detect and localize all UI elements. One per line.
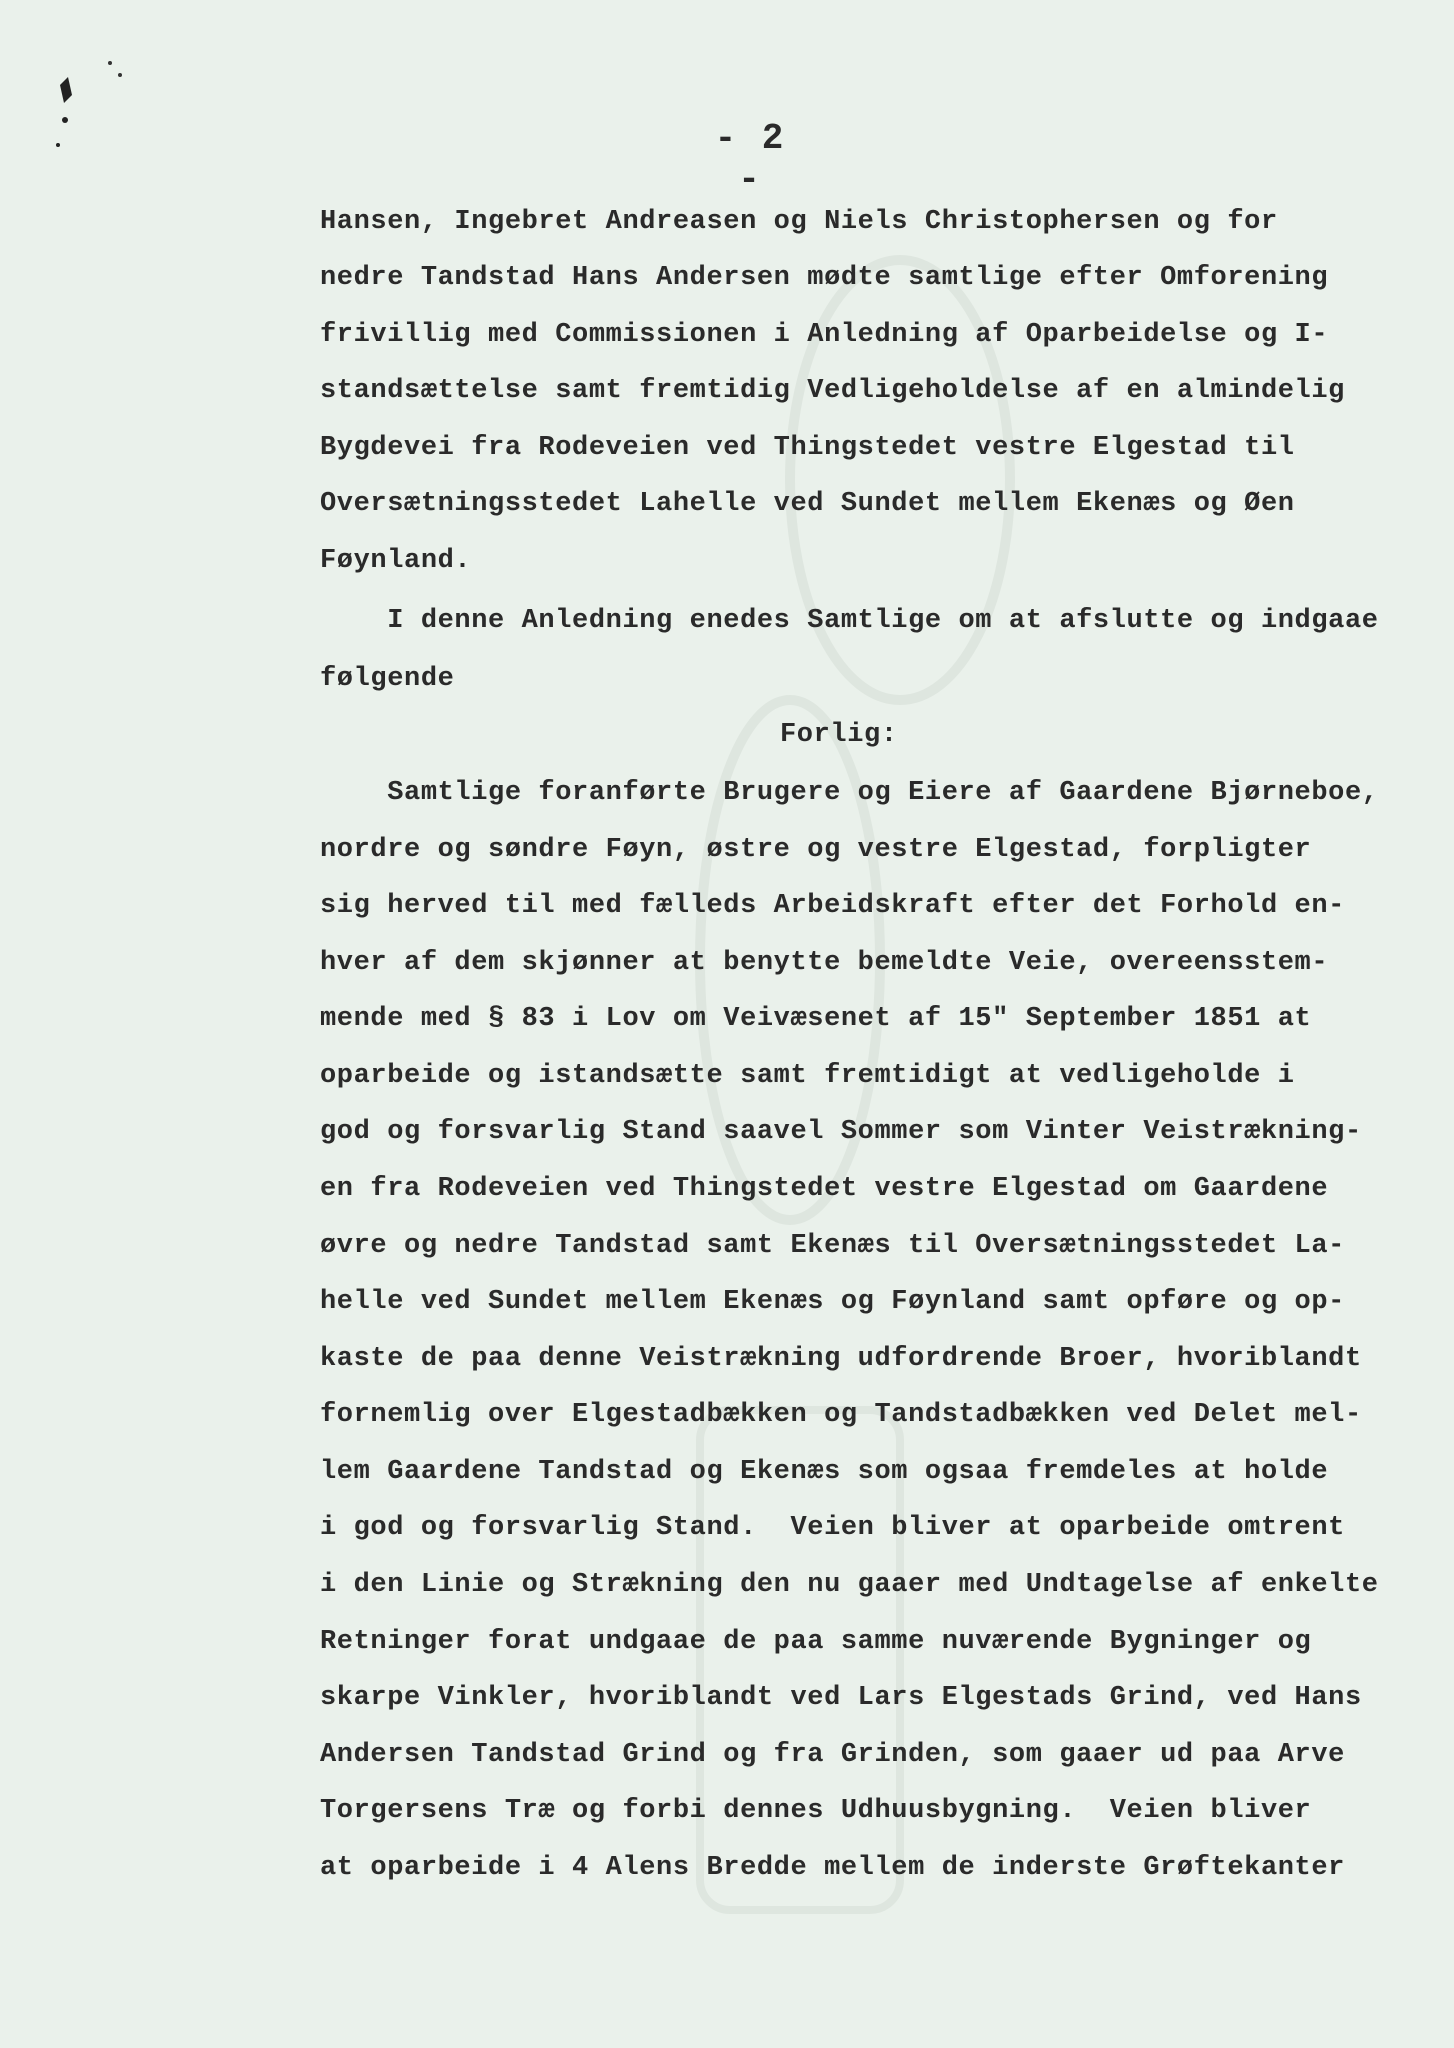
text-line: Torgersens Træ og forbi dennes Udhuusbygning. Veien bliver [320,1796,1312,1826]
text-line: lem Gaardene Tandstad og Ekenæs som ogsaa fremdeles at holde [320,1457,1329,1487]
text-line: Andersen Tandstad Grind og fra Grinden, som gaaer ud paa Arve [320,1740,1345,1770]
text-line: Retninger forat undgaae de paa samme nuværende Bygninger og [320,1627,1312,1657]
text-line: god og forsvarlig Stand saavel Sommer som Vinter Veistrækning- [320,1117,1362,1147]
text-line: følgende [320,664,455,694]
text-line: I denne Anledning enedes Samtlige om at afslutte og indgaae [320,606,1379,636]
text-line: at oparbeide i 4 Alens Bredde mellem de inderste Grøftekanter [320,1853,1345,1883]
text-line: nedre Tandstad Hans Andersen mødte samtlige efter Omforening [320,263,1329,293]
text-line: øvre og nedre Tandstad samt Ekenæs til Oversætningsstedet La- [320,1231,1345,1261]
text-line: standsættelse samt fremtidig Vedligeholdelse af en almindelig [320,376,1345,406]
text-line: en fra Rodeveien ved Thingstedet vestre Elgestad om Gaardene [320,1174,1329,1204]
text-line: i den Linie og Strækning den nu gaaer med Undtagelse af enkelte [320,1570,1379,1600]
section-heading: Forlig: [780,720,898,750]
text-line: Oversætningsstedet Lahelle ved Sundet mellem Ekenæs og Øen [320,489,1295,519]
text-line: nordre og søndre Føyn, østre og vestre Elgestad, forpligter [320,835,1312,865]
page-number: - 2 - [714,118,786,200]
text-line: oparbeide og istandsætte samt fremtidigt at vedligeholde i [320,1061,1295,1091]
text-line: Bygdevei fra Rodeveien ved Thingstedet vestre Elgestad til [320,433,1295,463]
text-line: skarpe Vinkler, hvoriblandt ved Lars Elgestads Grind, ved Hans [320,1683,1362,1713]
text-line: frivillig med Commissionen i Anledning af Oparbeidelse og I- [320,320,1329,350]
faded-stamp-watermark [640,60,1060,2020]
text-line: sig herved til med fælleds Arbeidskraft efter det Forhold en- [320,891,1345,921]
text-line: Føynland. [320,546,472,576]
text-line: Samtlige foranførte Brugere og Eiere af Gaardene Bjørneboe, [320,778,1379,808]
text-line: Hansen, Ingebret Andreasen og Niels Christophersen og for [320,207,1278,237]
text-line: fornemlig over Elgestadbækken og Tandstadbækken ved Delet mel- [320,1400,1362,1430]
text-line: kaste de paa denne Veistrækning udfordrende Broer, hvoriblandt [320,1344,1362,1374]
text-line: mende med § 83 i Lov om Veivæsenet af 15" September 1851 at [320,1004,1312,1034]
text-line: helle ved Sundet mellem Ekenæs og Føynland samt opføre og op- [320,1287,1345,1317]
margin-ink-specks [50,55,140,165]
text-line: hver af dem skjønner at benytte bemeldte Veie, overeensstem- [320,948,1329,978]
text-line: i god og forsvarlig Stand. Veien bliver at oparbeide omtrent [320,1513,1345,1543]
